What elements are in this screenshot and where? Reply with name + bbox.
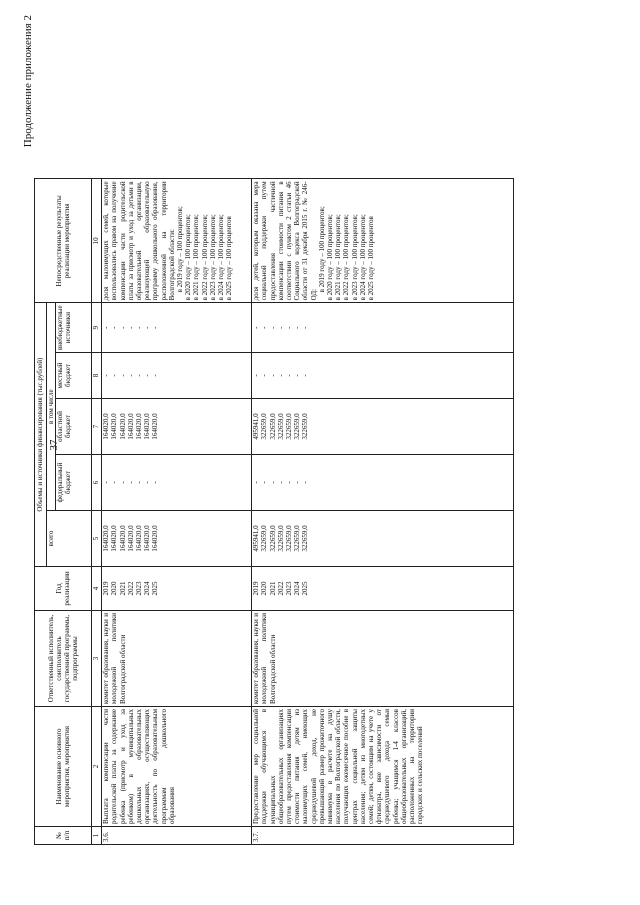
header-funding: Объемы и источники финансирования (тыс.рублей) (35, 303, 47, 567)
regional-value: 164020,0 (118, 413, 127, 440)
result-line: в 2023 году – 100 процентов; (350, 214, 359, 301)
federal-value: - (151, 481, 160, 484)
row-number: 3.6. (102, 827, 252, 845)
col-number: 6 (92, 455, 102, 511)
header-results: Непосредственные результаты реализации мероприятия (35, 179, 92, 303)
local-value: - (252, 374, 261, 377)
appendix-continuation-note: Продолжение приложения 2 (22, 15, 34, 148)
local-value: - (135, 374, 144, 377)
local-value: - (293, 374, 302, 377)
federal-value: - (285, 481, 294, 484)
header-federal-budget: федеральный бюджет (56, 455, 92, 511)
extrabudgetary-value: - (276, 326, 285, 329)
table-row (252, 179, 514, 845)
regional-cell (252, 399, 514, 455)
result-line: в 2022 году – 100 процентов; (200, 214, 209, 301)
responsible-executor: комитет образования, науки и молодежной политики Волгоградской области (102, 611, 252, 707)
extrabudgetary-value: - (110, 326, 119, 329)
total-value: 322659,0 (276, 525, 285, 552)
extrabudgetary-value: - (252, 326, 261, 329)
result-description: доля детей, которым оказана мера социальной поддержки путем предоставления частичной компенсации стоимости питания в соответствии с пунктом 2 статьи 46 Социального кодекса Волгоградской области от 31 декабря 2015 г. № 246-ОД: (252, 181, 318, 301)
total-value: 164020,0 (126, 525, 135, 552)
year-value: 2022 (126, 581, 135, 596)
year-value: 2021 (118, 581, 127, 596)
federal-value: - (260, 481, 269, 484)
col-number: 4 (92, 567, 102, 611)
total-value: 322659,0 (301, 525, 310, 552)
col-number: 10 (92, 179, 102, 303)
total-value: 164020,0 (118, 525, 127, 552)
measure-name: Выплата компенсации части родительской платы за содержание ребенка (присмотр и уход за ребенком) в муниципальных дошкольных образовательных организациях, осуществляющих деятельность по образовательным программам дошкольного образования (102, 707, 252, 827)
total-value: 164020,0 (151, 525, 160, 552)
total-cell (252, 511, 514, 567)
local-value: - (260, 374, 269, 377)
regional-value: 164020,0 (151, 413, 160, 440)
regional-value: 164020,0 (143, 413, 152, 440)
result-line: в 2022 году – 100 процентов; (342, 214, 351, 301)
local-value: - (285, 374, 294, 377)
year-value: 2019 (252, 581, 261, 596)
col-number: 9 (92, 303, 102, 353)
regional-cell (102, 399, 252, 455)
page-number: 37 (48, 439, 60, 451)
extrabudgetary-value: - (285, 326, 294, 329)
local-value: - (276, 374, 285, 377)
federal-value: - (252, 481, 261, 484)
extrabudgetary-value: - (293, 326, 302, 329)
year-value: 2023 (135, 581, 144, 596)
years-cell (102, 567, 252, 611)
regional-value: 322659,0 (285, 413, 294, 440)
result-line: в 2019 году – 100 процентов; (176, 206, 185, 293)
federal-cell (252, 455, 514, 511)
extrabudgetary-value: - (143, 326, 152, 329)
local-value: - (301, 374, 310, 377)
year-value: 2019 (102, 581, 111, 596)
result-line: в 2023 году – 100 процентов; (208, 214, 217, 301)
regional-value: 164020,0 (102, 413, 111, 440)
header-local-budget: местный бюджет (56, 353, 92, 399)
federal-value: - (293, 481, 302, 484)
header-regional-budget: областной бюджет (56, 399, 92, 455)
total-value: 164020,0 (110, 525, 119, 552)
results-cell (102, 179, 252, 303)
regional-value: 322659,0 (293, 413, 302, 440)
extrabudgetary-value: - (151, 326, 160, 329)
extrabudgetary-value: - (118, 326, 127, 329)
header-total: всего (47, 511, 92, 567)
extrabudgetary-value: - (135, 326, 144, 329)
year-value: 2021 (268, 581, 277, 596)
result-line: в 2025 году – 100 процентов (225, 216, 234, 301)
regional-value: 164020,0 (135, 413, 144, 440)
result-line: в 2021 году – 100 процентов; (192, 214, 201, 301)
federal-value: - (276, 481, 285, 484)
regional-value: 322659,0 (268, 413, 277, 440)
col-number: 1 (92, 827, 102, 845)
years-cell (252, 567, 514, 611)
measure-name: Предоставление мер социальной поддержки обучающимся в муниципальных общеобразовательных организациях путем предоставления компенсации стоимости питания детям из малоимущих семей, имеющих среднедушевой доход, не превышающий размер прожиточного минимума в расчете на душу населения по Волгоградской области, получающих ежемесячное пособие в центрах социальной защиты населения; детям из многодетных семей; детям, состоящим на учете у фтизиатра, вне зависимости от среднедушевого дохода семьи ребенка; учащимся 1-4 классов общеобразовательных организаций, расположенных на территории городских и сельских поселений (252, 707, 514, 827)
year-value: 2024 (293, 581, 302, 596)
year-value: 2024 (143, 581, 152, 596)
federal-cell (102, 455, 252, 511)
local-cell (252, 353, 514, 399)
responsible-executor: комитет образования, науки и молодежной политики Волгоградской области (252, 611, 514, 707)
year-value: 2025 (301, 581, 310, 596)
total-value: 322659,0 (285, 525, 294, 552)
local-cell (102, 353, 252, 399)
extrabudgetary-value: - (102, 326, 111, 329)
extrabudgetary-value: - (301, 326, 310, 329)
federal-value: - (301, 481, 310, 484)
col-number: 3 (92, 611, 102, 707)
year-value: 2020 (260, 581, 269, 596)
total-cell (102, 511, 252, 567)
federal-value: - (268, 481, 277, 484)
total-value: 322659,0 (260, 525, 269, 552)
regional-value: 322659,0 (301, 413, 310, 440)
extrabudgetary-cell (252, 303, 514, 353)
regional-value: 322659,0 (276, 413, 285, 440)
table-row (102, 179, 252, 845)
header-including: в том числе (47, 303, 56, 511)
result-line: в 2020 году – 100 процентов; (184, 214, 193, 301)
regional-value: 322659,0 (260, 413, 269, 440)
regional-value: 164020,0 (110, 413, 119, 440)
result-line: в 2020 году – 100 процентов; (326, 214, 335, 301)
extrabudgetary-cell (102, 303, 252, 353)
total-value: 164020,0 (102, 525, 111, 552)
local-value: - (268, 374, 277, 377)
federal-value: - (102, 481, 111, 484)
year-value: 2025 (151, 581, 160, 596)
extrabudgetary-value: - (260, 326, 269, 329)
total-value: 322659,0 (293, 525, 302, 552)
row-number: 3.7. (252, 827, 514, 845)
total-value: 495941,0 (252, 525, 261, 552)
header-year: Год реализации (35, 567, 92, 611)
result-line: в 2025 году – 100 процентов (367, 216, 376, 301)
col-number: 8 (92, 353, 102, 399)
header-measure-name: Наименование основного мероприятия, мероприятия (35, 707, 92, 827)
program-measures-table (34, 178, 514, 845)
total-value: 322659,0 (268, 525, 277, 552)
result-description: доля малоимущих семей, которые воспользовались правом на получение компенсации части родительской платы за присмотр и уход за детьми в образовательной организации, реализующей образовательную программу дошкольного образования, расположенной на территории Волгоградской области: (102, 181, 176, 301)
local-value: - (110, 374, 119, 377)
local-value: - (151, 374, 160, 377)
local-value: - (118, 374, 127, 377)
header-extrabudgetary: внебюджетные источники (56, 303, 92, 353)
col-number: 5 (92, 511, 102, 567)
regional-value: 495941,0 (252, 413, 261, 440)
local-value: - (102, 374, 111, 377)
result-line: в 2021 году – 100 процентов; (334, 214, 343, 301)
extrabudgetary-value: - (126, 326, 135, 329)
year-value: 2022 (276, 581, 285, 596)
col-number: 2 (92, 707, 102, 827)
total-value: 164020,0 (143, 525, 152, 552)
column-number-row (92, 179, 102, 845)
total-value: 164020,0 (135, 525, 144, 552)
extrabudgetary-value: - (268, 326, 277, 329)
result-line: в 2024 году – 100 процентов; (358, 214, 367, 301)
results-cell (252, 179, 514, 303)
result-line: в 2019 году – 100 процентов; (317, 206, 326, 293)
federal-value: - (126, 481, 135, 484)
year-value: 2020 (110, 581, 119, 596)
header-responsible: Ответственный исполнитель, соисполнитель государственной программы, подпрограммы (35, 611, 92, 707)
header-number: № п/п (35, 827, 92, 845)
federal-value: - (135, 481, 144, 484)
federal-value: - (110, 481, 119, 484)
regional-value: 164020,0 (126, 413, 135, 440)
federal-value: - (143, 481, 152, 484)
local-value: - (126, 374, 135, 377)
year-value: 2023 (285, 581, 294, 596)
col-number: 7 (92, 399, 102, 455)
federal-value: - (118, 481, 127, 484)
local-value: - (143, 374, 152, 377)
result-line: в 2024 году – 100 процентов; (217, 214, 226, 301)
